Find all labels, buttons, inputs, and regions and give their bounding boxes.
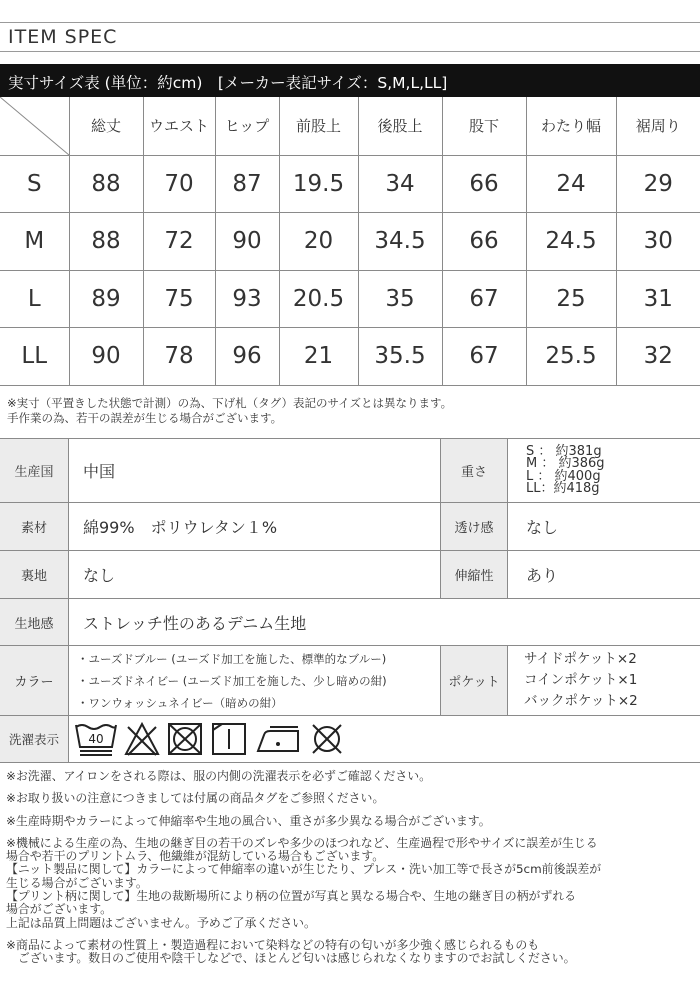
column-header: 後股上 bbox=[358, 97, 442, 155]
spec-row-origin bbox=[0, 439, 700, 503]
table-cell: 75 bbox=[143, 270, 215, 328]
table-cell: 70 bbox=[143, 155, 215, 213]
column-header: ヒップ bbox=[215, 97, 279, 155]
table-cell: 66 bbox=[442, 213, 526, 271]
material-value: 綿99% ポリウレタン１% bbox=[69, 503, 441, 550]
column-header: 総丈 bbox=[69, 97, 143, 155]
sheer-label: 透け感 bbox=[441, 503, 508, 550]
size-label: M bbox=[0, 213, 69, 271]
table-cell: 25 bbox=[526, 270, 616, 328]
table-cell: 90 bbox=[69, 328, 143, 386]
item-spec-title-bar bbox=[0, 22, 700, 52]
note-line: ※お取り扱いの注意につきましては付属の商品タグをご参照ください。 bbox=[6, 791, 385, 806]
table-cell: 24 bbox=[526, 155, 616, 213]
color-item: ・ユーズドブルー (ユーズド加工を施した、標準的なブルー) bbox=[77, 651, 387, 666]
size-table-corner bbox=[0, 97, 69, 155]
spec-row-material bbox=[0, 503, 700, 551]
note-line: 【ニット製品に関して】カラーによって伸縮率の違いが生じたり、プレス・洗い加工等で長さが5cm前後誤差が bbox=[6, 862, 602, 877]
bottom-notes bbox=[6, 770, 696, 966]
corner-diagonal bbox=[0, 97, 69, 155]
size-note-line: 手作業の為、若干の誤差が生じる場合がございます。 bbox=[7, 411, 283, 425]
spec-row-color bbox=[0, 646, 700, 716]
size-note-line: ※実寸（平置きした状態で計測）の為、下げ札（タグ）表記のサイズとは異なります。 bbox=[7, 396, 453, 410]
table-cell: 93 bbox=[215, 270, 279, 328]
table-row bbox=[0, 213, 700, 271]
note-line: 生じる場合がございます。 bbox=[6, 875, 148, 890]
note-line: ※お洗濯、アイロンをされる際は、服の内側の洗濯表示を必ずご確認ください。 bbox=[6, 769, 432, 783]
texture-label: 生地感 bbox=[0, 599, 69, 645]
table-cell: 25.5 bbox=[526, 328, 616, 386]
table-cell: 24.5 bbox=[526, 213, 616, 271]
pocket-list bbox=[508, 646, 700, 715]
no-tumble-dry-icon bbox=[166, 721, 204, 757]
pocket-item: バックポケット×2 bbox=[524, 693, 638, 709]
note-line: 場合がございます。 bbox=[6, 902, 113, 917]
note-line: 場合や若干のプリントムラ、他繊維が混紡している場合もございます。 bbox=[6, 849, 385, 864]
table-cell: 29 bbox=[616, 155, 700, 213]
column-header: 裾周り bbox=[616, 97, 700, 155]
line-dry-icon bbox=[210, 721, 248, 757]
color-item: ・ワンウォッシュネイビー（暗めの紺） bbox=[77, 695, 283, 710]
table-cell: 72 bbox=[143, 213, 215, 271]
size-table bbox=[0, 97, 700, 386]
spec-row-care bbox=[0, 716, 700, 763]
table-cell: 67 bbox=[442, 270, 526, 328]
pocket-item: サイドポケット×2 bbox=[524, 651, 637, 667]
table-cell: 89 bbox=[69, 270, 143, 328]
weight-item: LL：約418g bbox=[526, 481, 600, 496]
pocket-item: コインポケット×1 bbox=[524, 672, 638, 688]
wash-40-gentle-icon bbox=[74, 721, 118, 757]
size-label: S bbox=[0, 155, 69, 213]
table-cell: 96 bbox=[215, 328, 279, 386]
iron-low-icon bbox=[254, 721, 302, 757]
lining-value: なし bbox=[69, 551, 441, 598]
care-symbols bbox=[74, 720, 346, 758]
note-line: ※商品によって素材の性質上・製造過程において染料などの特有の匂いが多少強く感じられるものも bbox=[6, 937, 540, 952]
weight-item: M ： 約386g bbox=[526, 456, 605, 471]
size-table-header-row bbox=[0, 97, 700, 155]
sheer-value: なし bbox=[526, 518, 559, 537]
origin-label: 生産国 bbox=[0, 439, 69, 502]
table-cell: 34.5 bbox=[358, 213, 442, 271]
table-cell: 30 bbox=[616, 213, 700, 271]
lining-label: 裏地 bbox=[0, 551, 69, 598]
page-title: ITEM SPEC bbox=[8, 26, 118, 48]
table-cell: 67 bbox=[442, 328, 526, 386]
column-header: 股下 bbox=[442, 97, 526, 155]
spec-row-texture bbox=[0, 599, 700, 646]
column-header: 前股上 bbox=[279, 97, 358, 155]
spec-row-lining bbox=[0, 551, 700, 599]
table-cell: 19.5 bbox=[279, 155, 358, 213]
table-cell: 90 bbox=[215, 213, 279, 271]
size-label: L bbox=[0, 270, 69, 328]
wash-temperature: 40 bbox=[88, 732, 104, 746]
texture-value: ストレッチ性のあるデニム生地 bbox=[83, 613, 307, 633]
care-label: 洗濯表示 bbox=[0, 716, 69, 762]
no-dry-clean-icon bbox=[308, 721, 346, 757]
weight-item: S ： 約381g bbox=[526, 443, 602, 459]
note-line: ※機械による生産の為、生地の継ぎ目の若干のズレや多少のほつれなど、生産過程で形やサイズに誤差が生じる bbox=[6, 835, 598, 850]
table-cell: 35.5 bbox=[358, 328, 442, 386]
table-row bbox=[0, 155, 700, 213]
table-cell: 31 bbox=[616, 270, 700, 328]
note-line: 【プリント柄に関して】生地の裁断場所により柄の位置が写真と異なる場合や、生地の継ぎ目の柄がずれる bbox=[6, 889, 577, 904]
size-table-note bbox=[0, 387, 700, 439]
color-label: カラー bbox=[0, 646, 69, 715]
size-label: LL bbox=[0, 328, 69, 386]
pocket-label: ポケット bbox=[441, 646, 508, 715]
table-cell: 20.5 bbox=[279, 270, 358, 328]
table-row bbox=[0, 270, 700, 328]
no-bleach-icon bbox=[124, 721, 160, 757]
spec-table bbox=[0, 439, 700, 763]
table-cell: 88 bbox=[69, 155, 143, 213]
table-cell: 34 bbox=[358, 155, 442, 213]
size-table-caption: 実寸サイズ表 (単位：約cm) [メーカー表記サイズ：S,M,L,LL] bbox=[8, 74, 448, 92]
column-header: ウエスト bbox=[143, 97, 215, 155]
color-list bbox=[69, 646, 441, 715]
origin-value: 中国 bbox=[69, 439, 441, 502]
weight-label: 重さ bbox=[441, 439, 508, 502]
table-cell: 21 bbox=[279, 328, 358, 386]
table-cell: 66 bbox=[442, 155, 526, 213]
table-cell: 88 bbox=[69, 213, 143, 271]
size-table-caption-bar bbox=[0, 64, 700, 97]
stretch-label: 伸縮性 bbox=[441, 551, 508, 598]
stretch-value: あり bbox=[526, 566, 559, 585]
table-cell: 32 bbox=[616, 328, 700, 386]
table-cell: 35 bbox=[358, 270, 442, 328]
note-line: ございます。数日のご使用や陰干しなどで、ほとんど匂いは感じられなくなりますのでお試しください。 bbox=[6, 951, 576, 966]
table-row bbox=[0, 328, 700, 386]
table-cell: 20 bbox=[279, 213, 358, 271]
column-header: わたり幅 bbox=[526, 97, 616, 155]
color-item: ・ユーズドネイビー (ユーズド加工を施した、少し暗めの紺) bbox=[77, 673, 387, 688]
material-label: 素材 bbox=[0, 503, 69, 550]
weight-item: L ： 約400g bbox=[526, 468, 601, 484]
table-cell: 87 bbox=[215, 155, 279, 213]
table-cell: 78 bbox=[143, 328, 215, 386]
weight-list bbox=[508, 439, 700, 502]
note-line: 上記は品質上問題はございません。予めご了承ください。 bbox=[6, 915, 316, 930]
note-line: ※生産時期やカラーによって伸縮率や生地の風合い、重さが多少異なる場合がございます。 bbox=[6, 813, 491, 828]
